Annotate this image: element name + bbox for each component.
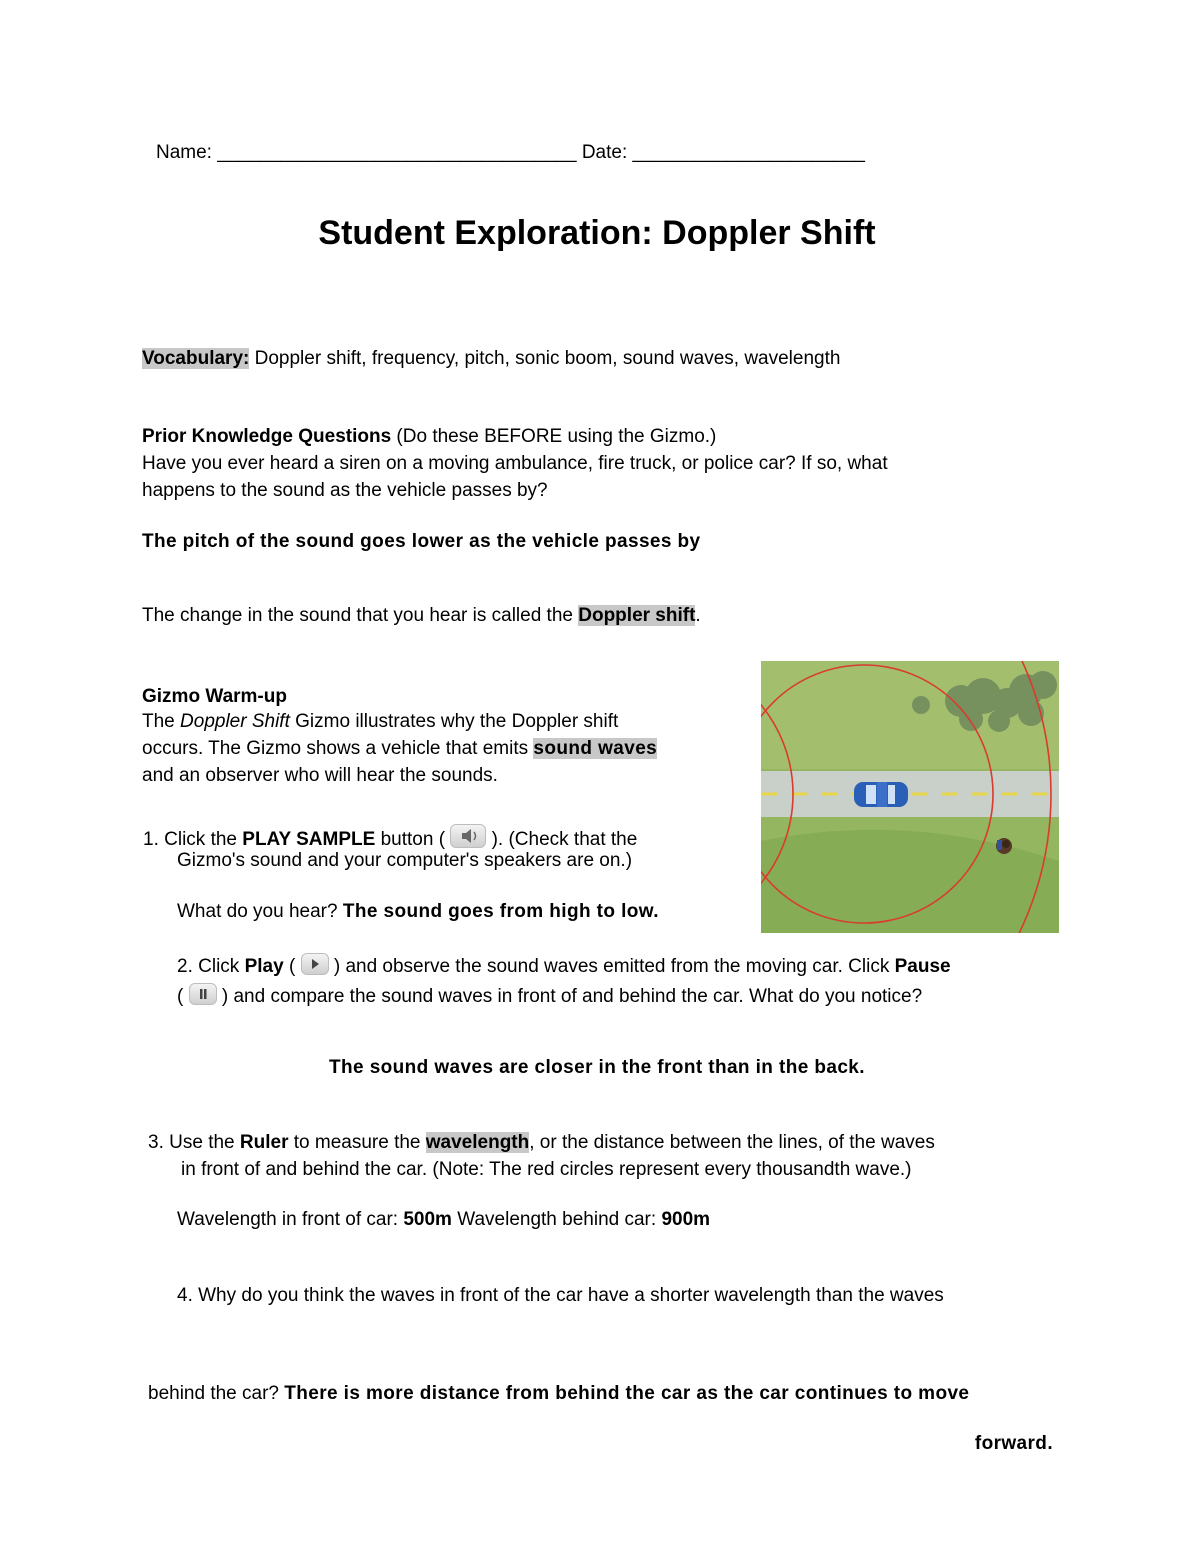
q3-pre: 3. Use the (148, 1132, 240, 1153)
front-label: Wavelength in front of car: (177, 1209, 404, 1230)
play-icon[interactable] (301, 953, 329, 975)
q3-mid: to measure the (288, 1132, 426, 1153)
prior-answer: The pitch of the sound goes lower as the vehicle passes by (142, 531, 701, 552)
question-1-answer-line (177, 901, 659, 923)
shift-text-post: . (695, 605, 701, 626)
prior-heading-label: Prior Knowledge Questions (142, 426, 392, 447)
name-date-line (156, 142, 865, 164)
shift-term: Doppler shift (578, 605, 696, 626)
prior-question-line2: happens to the sound as the vehicle passes by? (142, 480, 548, 501)
intro2-pre: occurs. The Gizmo shows a vehicle that emits (142, 738, 534, 759)
speaker-icon[interactable] (450, 824, 486, 848)
q4-line2-pre: behind the car? (148, 1383, 285, 1404)
question-3-answer-line (177, 1209, 710, 1231)
q1-prompt: What do you hear? (177, 901, 343, 922)
intro-post: Gizmo illustrates why the Doppler shift (289, 711, 619, 732)
q1-mid: button ( (375, 829, 451, 850)
question-3 (148, 1132, 935, 1154)
sound-waves-term: sound waves (533, 738, 658, 759)
behind-label: Wavelength behind car: (451, 1209, 662, 1230)
date-label: Date: (581, 142, 628, 163)
doppler-shift-sentence (142, 605, 701, 627)
play-label: Play (244, 956, 284, 977)
prior-question-line1: Have you ever heard a siren on a moving ambulance, fire truck, or police car? If so, what (142, 453, 888, 474)
gizmo-scene-svg (761, 661, 1059, 933)
prior-heading (142, 426, 716, 448)
q2-pre: 2. Click (177, 956, 245, 977)
q2-mid1: ( (283, 956, 301, 977)
question-4-answer-line2: forward. (974, 1433, 1053, 1454)
wavelength-term: wavelength (425, 1132, 530, 1153)
question-1 (143, 824, 637, 851)
q2-mid2: ) and observe the sound waves emitted from the moving car. Click (328, 956, 895, 977)
q2-line2-post: ) and compare the sound waves in front of and behind the car. What do you notice? (216, 986, 923, 1007)
q4-answer-line1: There is more distance from behind the car as the car continues to move (284, 1383, 970, 1404)
q2-line2-pre: ( (177, 986, 189, 1007)
date-blank[interactable]: ______________________ (632, 142, 865, 163)
front-value: 500m (403, 1209, 452, 1230)
car-icon (854, 782, 908, 807)
warmup-intro-line1 (142, 711, 618, 733)
prior-heading-note: (Do these BEFORE using the Gizmo.) (391, 426, 717, 447)
page-title: Student Exploration: Doppler Shift (318, 214, 876, 252)
shift-text-pre: The change in the sound that you hear is called the (142, 605, 579, 626)
name-label: Name: (156, 142, 212, 163)
question-2-answer: The sound waves are closer in the front than in the back. (329, 1057, 865, 1078)
q1-answer: The sound goes from high to low. (342, 901, 659, 922)
question-2-line2 (177, 983, 922, 1008)
q3-post: , or the distance between the lines, of the waves (529, 1132, 935, 1153)
warmup-intro-line3: and an observer who will hear the sounds. (142, 765, 498, 786)
observer-icon (996, 838, 1012, 854)
q1-pre: 1. Click the (143, 829, 243, 850)
name-blank[interactable]: __________________________________ (217, 142, 577, 163)
question-4-line2 (148, 1383, 969, 1405)
vocabulary-label: Vocabulary: (142, 348, 250, 369)
ruler-label: Ruler (239, 1132, 289, 1153)
pause-label: Pause (894, 956, 951, 977)
warmup-heading: Gizmo Warm-up (142, 686, 287, 707)
question-3-line2: in front of and behind the car. (Note: The red circles represent every thousandth wave.) (181, 1159, 912, 1180)
vocabulary-line (142, 348, 840, 370)
play-sample-label: PLAY SAMPLE (242, 829, 376, 850)
vocabulary-terms: Doppler shift, frequency, pitch, sonic boom, sound waves, wavelength (249, 348, 841, 369)
behind-value: 900m (661, 1209, 711, 1230)
intro-italic: Doppler Shift (180, 711, 290, 732)
question-1-line2: Gizmo's sound and your computer's speakers are on.) (177, 850, 633, 871)
warmup-intro-line2 (142, 738, 657, 760)
question-4-line1: 4. Why do you think the waves in front of the car have a shorter wavelength than the waves (177, 1285, 944, 1306)
intro-pre: The (142, 711, 181, 732)
gizmo-image (761, 661, 1059, 933)
question-2 (177, 953, 951, 978)
q1-post: ). (Check that the (486, 829, 638, 850)
pause-icon[interactable] (189, 983, 217, 1005)
